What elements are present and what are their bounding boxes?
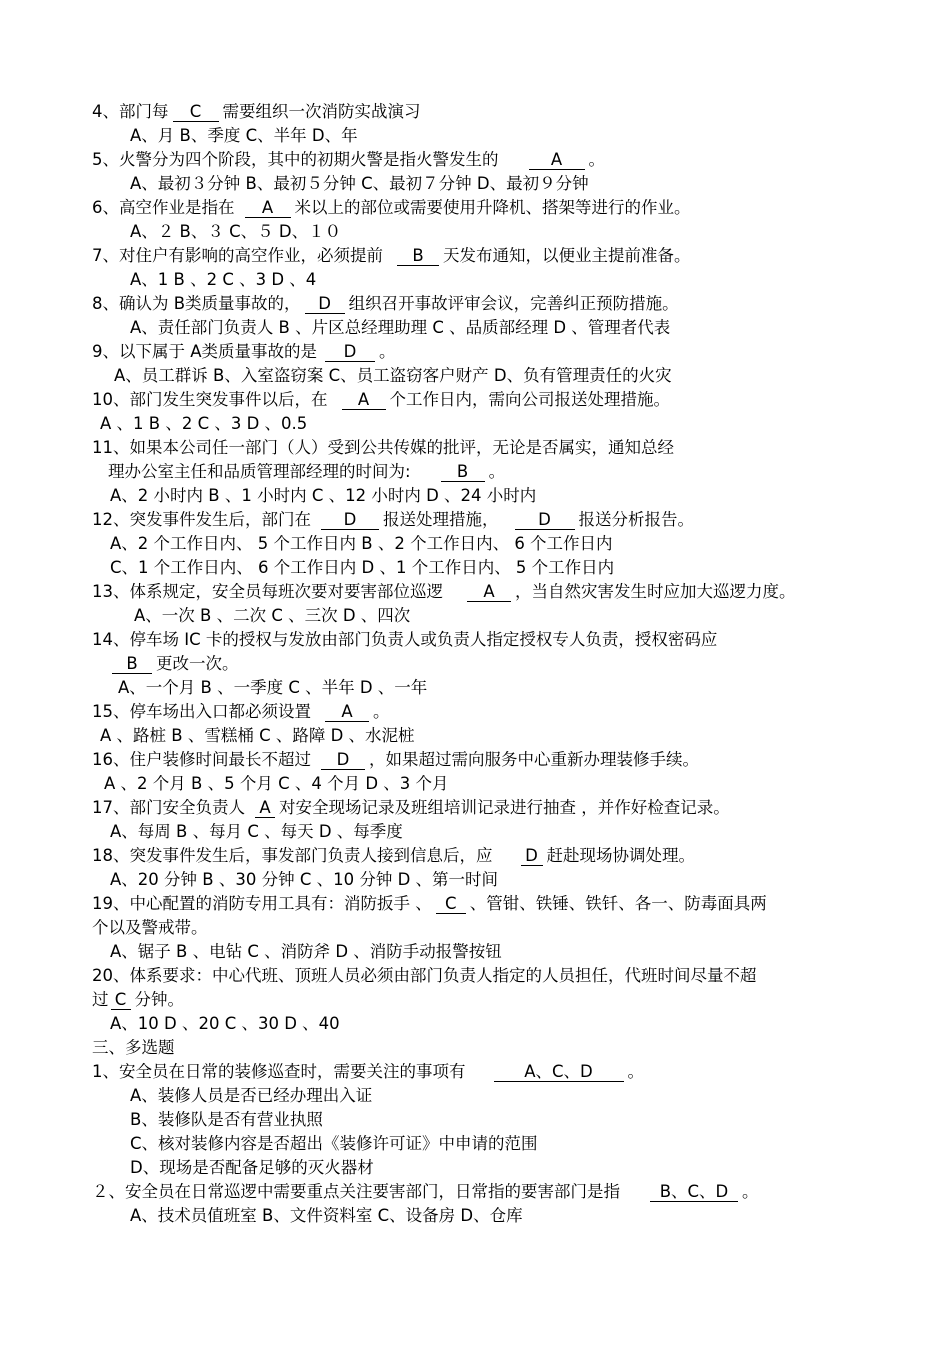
options-line: A、月 B、季度 C、半年 D、年 [130,126,358,145]
options-line: A 、路桩 B 、雪糕桶 C 、路障 D 、水泥桩 [100,726,415,745]
question-12 [92,509,694,531]
question-10 [92,389,670,411]
options-line: A、10 D 、20 C 、30 D 、40 [110,1014,340,1033]
answer-blank: B [112,655,152,674]
answer-blank: A [342,391,386,410]
question-text: 赶赴现场协调处理。 [546,846,695,865]
question-text: 、管钳、铁锤、铁钎、各一、防毒面具两 [469,894,767,913]
multi-question-2 [92,1181,759,1203]
answer-blank: D [321,751,365,770]
question-16 [92,749,699,771]
option-item: D、现场是否配备足够的灭火器材 [130,1158,374,1177]
answer-blank: C [173,103,219,122]
question-5 [92,149,605,171]
question-text: 19、中心配置的消防专用工具有：消防扳手 、 [92,894,432,913]
answer-blank: D [515,511,575,530]
question-text: 9、以下属于 A类质量事故的是 [92,342,318,361]
answer-blank: C [111,991,131,1010]
question-13 [92,581,796,603]
question-text: 4、部门每 [92,102,169,121]
answer-blank: D [521,847,543,866]
question-text: 分钟。 [134,990,184,1009]
option-item: C、核对装修内容是否超出《装修许可证》中申请的范围 [130,1134,538,1153]
question-8 [92,293,679,315]
question-text: 。 [373,702,390,721]
answer-blank: D [305,295,345,314]
question-text: 16、住户装修时间最长不超过 [92,750,311,769]
answer-blank: C [436,895,466,914]
question-text: 理办公室主任和品质管理部经理的时间为: [108,462,411,481]
question-15 [92,701,390,723]
options-line: A、２ B、３ C、５ D、１０ [130,222,342,241]
answer-blank: B [397,247,439,266]
question-20: 20、体系要求：中心代班、顶班人员必须由部门负责人指定的人员担任，代班时间尽量不超 [92,966,757,985]
question-text: 组织召开事故评审会议，完善纠正预防措施。 [348,294,679,313]
question-text: 1、安全员在日常的装修巡查时，需要关注的事项有 [92,1062,466,1081]
question-7 [92,245,691,267]
question-text: 。 [742,1182,759,1201]
options-line: A、2 小时内 B 、1 小时内 C 、12 小时内 D 、24 小时内 [110,486,537,505]
question-text: 10、部门发生突发事件以后，在 [92,390,328,409]
question-text: 对安全现场记录及班组培训记录进行抽查 ，并作好检查记录。 [279,798,730,817]
options-line: A、锯子 B 、电钻 C 、消防斧 D 、消防手动报警按钮 [110,942,502,961]
question-6 [92,197,691,219]
question-19-cont: 个以及警戒带。 [92,918,208,937]
question-text: 过 [92,990,109,1009]
options-line: A、责任部门负责人 B 、片区总经理助理 C 、品质部经理 D 、管理者代表 [130,318,671,337]
question-text: ２、安全员在日常巡逻中需要重点关注要害部门，日常指的要害部门是指 [92,1182,620,1201]
options-line: A、1 B 、2 C 、3 D 、4 [130,270,317,289]
question-19 [92,893,767,915]
answer-blank: A、C、D [494,1063,624,1082]
question-text: 13、体系规定，安全员每班次要对要害部位巡逻 [92,582,443,601]
answer-blank: D [321,511,379,530]
options-line: A、20 分钟 B 、30 分钟 C 、10 分钟 D 、第一时间 [110,870,499,889]
question-9 [92,341,396,363]
question-4 [92,101,421,123]
answer-blank: B [441,463,485,482]
answer-blank: D [325,343,375,362]
options-line: A 、2 个月 B 、5 个月 C 、4 个月 D 、3 个月 [104,774,449,793]
option-item: B、装修队是否有营业执照 [130,1110,323,1129]
question-text: ，如果超过需向服务中心重新办理装修手续。 [369,750,699,769]
question-20-cont [92,989,184,1011]
question-text: 8、确认为 B类质量事故的， [92,294,301,313]
options-line: A 、1 B 、2 C 、3 D 、0.5 [100,414,308,433]
question-text: 。 [488,462,506,481]
question-text: ，当自然灾害发生时应加大巡逻力度。 [515,582,796,601]
question-text: 报送处理措施， [383,510,499,529]
options-line: A、每周 B 、每月 C 、每天 D 、每季度 [110,822,403,841]
options-line: A、一个月 B 、一季度 C 、半年 D 、一年 [118,678,428,697]
answer-blank: B、C、D [650,1183,738,1202]
question-text: 天发布通知，以便业主提前准备。 [443,246,691,265]
question-11: 11、如果本公司任一部门（人）受到公共传媒的批评，无论是否属实，通知总经 [92,438,674,457]
question-text: 15、停车场出入口都必须设置 [92,702,311,721]
options-line: A、一次 B 、二次 C 、三次 D 、四次 [134,606,411,625]
options-line: A、最初３分钟 B、最初５分钟 C、最初７分钟 D、最初９分钟 [130,174,589,193]
question-text: 报送分析报告。 [578,510,694,529]
question-18 [92,845,695,867]
question-14-cont [108,653,239,675]
answer-blank: A [529,151,585,170]
options-line: A、技术员值班室 B、文件资料室 C、设备房 D、仓库 [130,1206,523,1225]
question-text: 需要组织一次消防实战演习 [222,102,421,121]
answer-blank: A [245,199,291,218]
question-text: 米以上的部位或需要使用升降机、搭架等进行的作业。 [294,198,691,217]
question-text: 18、突发事件发生后，事发部门负责人接到信息后，应 [92,846,493,865]
question-text: 。 [588,150,605,169]
options-line: C、1 个工作日内、 6 个工作日内 D 、1 个工作日内、 5 个工作日内 [110,558,615,577]
options-line: A、员工群诉 B、入室盗窃案 C、员工盗窃客户财产 D、负有管理责任的火灾 [114,366,672,385]
answer-blank: A [325,703,369,722]
question-text: 6、高空作业是指在 [92,198,235,217]
question-text: 。 [627,1062,644,1081]
question-text: 7、对住户有影响的高空作业，必须提前 [92,246,383,265]
answer-blank: A [467,583,511,602]
question-text: 12、突发事件发生后，部门在 [92,510,311,529]
question-text: 。 [379,342,396,361]
multi-question-1 [92,1061,644,1083]
question-11-cont [108,461,505,483]
question-17 [92,797,730,819]
question-text: 更改一次。 [156,654,239,673]
section-heading: 三、多选题 [92,1038,175,1057]
question-14: 14、停车场 IC 卡的授权与发放由部门负责人或负责人指定授权专人负责，授权密码应 [92,630,718,649]
question-text: 5、火警分为四个阶段，其中的初期火警是指火警发生的 [92,150,499,169]
option-item: A、装修人员是否已经办理出入证 [130,1086,373,1105]
options-line: A、2 个工作日内、 5 个工作日内 B 、2 个工作日内、 6 个工作日内 [110,534,613,553]
question-text: 17、部门安全负责人 [92,798,245,817]
question-text: 个工作日内，需向公司报送处理措施。 [389,390,670,409]
answer-blank: A [255,799,275,818]
